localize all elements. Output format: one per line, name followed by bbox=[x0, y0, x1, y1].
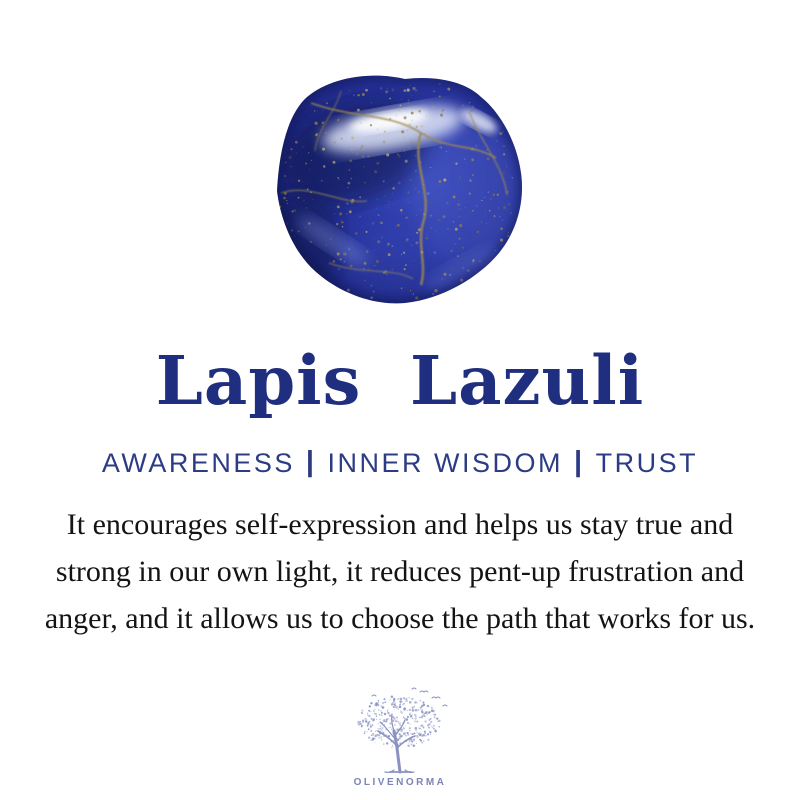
description-line: anger, and it allows us to choose the path that works for us. bbox=[44, 602, 756, 636]
brand-name: OLIVENORMA bbox=[353, 777, 447, 789]
stone-illustration bbox=[271, 73, 529, 309]
separator-pipe: | bbox=[305, 446, 317, 479]
olive-tree-with-birds-icon bbox=[344, 686, 456, 774]
description-text bbox=[20, 501, 780, 642]
page-title: Lapis Lazuli bbox=[155, 341, 645, 420]
brand-logo bbox=[344, 686, 456, 788]
tree-foliage bbox=[357, 695, 441, 748]
traits-row bbox=[102, 447, 698, 480]
lapis-lazuli-stone-photo bbox=[271, 73, 529, 309]
separator-pipe: | bbox=[574, 446, 585, 479]
trait-awareness: AWARENESS bbox=[101, 448, 295, 479]
description-line: It encourages self-expression and helps us stay true and bbox=[66, 508, 734, 542]
trait-trust: TRUST bbox=[595, 448, 699, 479]
description-line: strong in our own light, it reduces pent-up frustration and bbox=[55, 555, 745, 589]
trait-inner-wisdom: INNER WISDOM bbox=[327, 448, 564, 479]
